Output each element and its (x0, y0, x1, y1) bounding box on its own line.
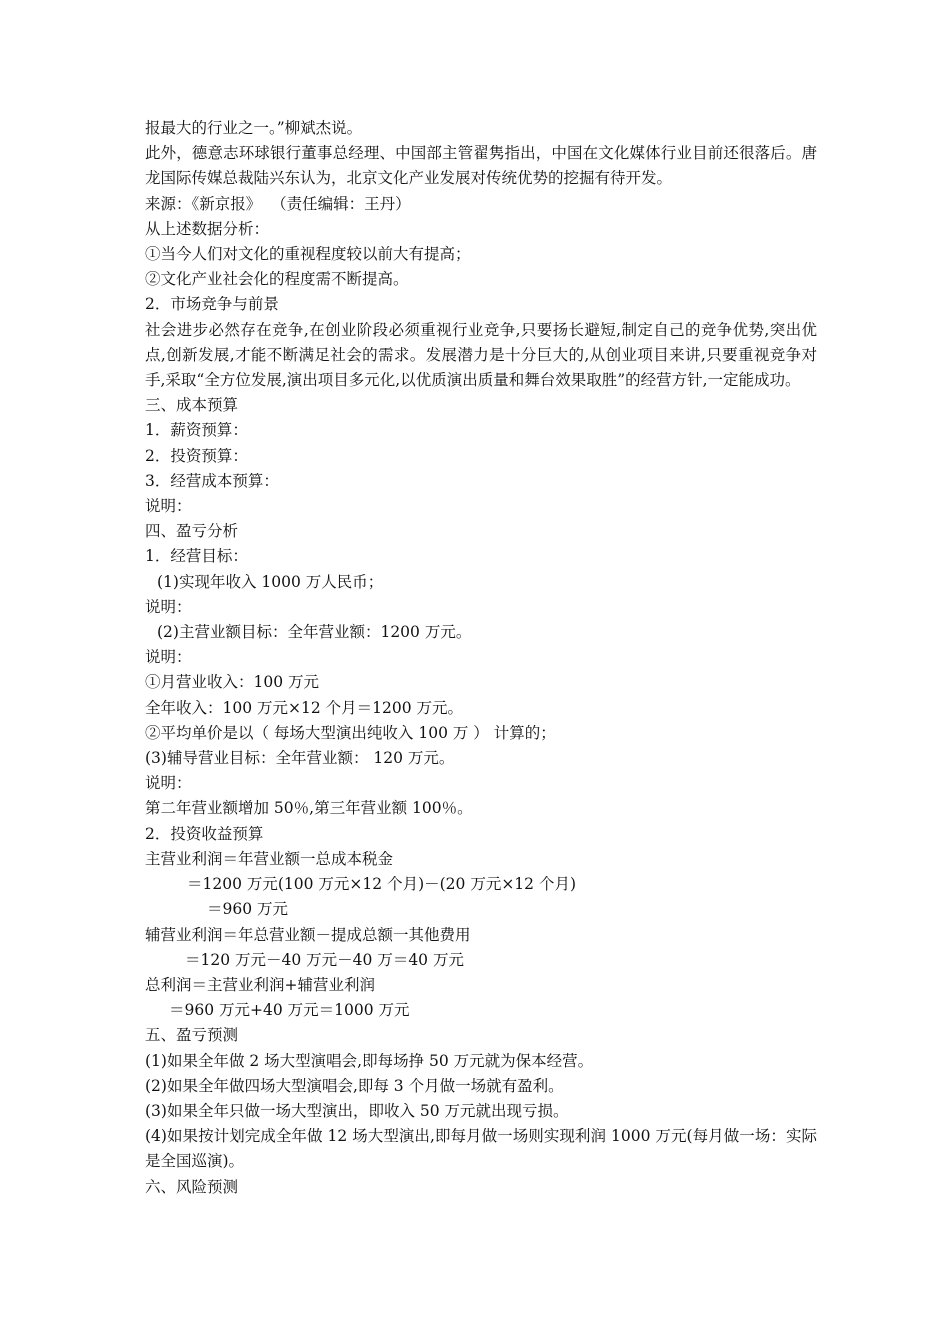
list-item: ①月营业收入：100 万元 (145, 673, 320, 692)
formula-line: ＝960 万元 (207, 900, 289, 919)
text-line: 报最大的行业之一。”柳斌杰说。 (145, 119, 363, 137)
section-heading: 四、盈亏分析 (145, 522, 239, 541)
section-heading: 六、风险预测 (145, 1177, 239, 1196)
list-item: ②平均单价是以（ 每场大型演出纯收入 100 万 ） 计算的； (145, 723, 556, 742)
list-item: (1)如果全年做 2 场大型演唱会,即每场挣 50 万元就为保本经营。 (145, 1051, 594, 1070)
formula-line: ＝960 万元+40 万元＝1000 万元 (169, 1001, 410, 1020)
list-item: 2．投资预算： (145, 446, 248, 465)
list-item: 1．薪资预算： (145, 421, 248, 440)
list-item: ①当今人们对文化的重视程度较以前大有提高； (145, 245, 471, 264)
list-item: (3)如果全年只做一场大型演出，即收入 50 万元就出现亏损。 (145, 1101, 569, 1120)
text-line: 说明： (145, 497, 192, 516)
section-heading: 2．投资收益预算 (145, 824, 264, 843)
list-item: (3)辅导营业目标：全年营业额： 120 万元。 (145, 749, 455, 768)
section-heading: 三、成本预算 (145, 396, 239, 415)
formula-line: 辅营业利润＝年总营业额－提成总额一其他费用 (145, 925, 471, 944)
paragraph: 社会进步必然存在竞争,在创业阶段必须重视行业竞争,只要扬长避短,制定自己的竞争优势,突出优点,创新发展,才能不断满足社会的需求。发展潜力是十分巨大的,从创业项目来讲,只要重视竞争对手,采取“全方位发展,演出项目多元化,以优质演出质量和舞台效果取胜”的经营方针,一定能成功。 (145, 320, 817, 390)
text-line: 说明： (145, 648, 192, 667)
formula-line: ＝1200 万元(100 万元×12 个月)－(20 万元×12 个月) (187, 875, 576, 894)
list-item: 3．经营成本预算： (145, 471, 279, 490)
formula-line: 主营业利润＝年营业额一总成本税金 (145, 849, 394, 868)
text-line: 说明： (145, 597, 192, 616)
section-heading: 2．市场竞争与前景 (145, 295, 279, 314)
list-item: (1)实现年收入 1000 万人民币； (157, 572, 384, 591)
text-line: 说明： (145, 774, 192, 793)
list-item: ②文化产业社会化的程度需不断提高。 (145, 270, 409, 289)
formula-line: 总利润＝主营业利润+辅营业利润 (145, 975, 375, 994)
text-line: 从上述数据分析： (145, 219, 270, 238)
list-item: 1．经营目标： (145, 547, 248, 566)
list-item: (4)如果按计划完成全年做 12 场大型演出,即每月做一场则实现利润 1000 万元(每月做一场：实际是全国巡演)。 (145, 1127, 817, 1171)
formula-line: ＝120 万元－40 万元－40 万＝40 万元 (185, 950, 464, 969)
text-line: 全年收入：100 万元×12 个月＝1200 万元。 (145, 698, 464, 717)
list-item: (2)主营业额目标：全年营业额：1200 万元。 (157, 623, 472, 642)
source-line: 来源：《新京报》 （责任编辑：王丹） (145, 194, 411, 213)
paragraph: 此外，德意志环球银行董事总经理、中国部主管翟隽指出，中国在文化媒体行业目前还很落后。唐龙国际传媒总裁陆兴东认为，北京文化产业发展对传统优势的挖掘有待开发。 (145, 144, 817, 188)
document-body (145, 116, 817, 1200)
section-heading: 五、盈亏预测 (145, 1026, 239, 1045)
list-item: (2)如果全年做四场大型演唱会,即每 3 个月做一场就有盈利。 (145, 1076, 564, 1095)
text-line: 第二年营业额增加 50％,第三年营业额 100％。 (145, 799, 473, 818)
